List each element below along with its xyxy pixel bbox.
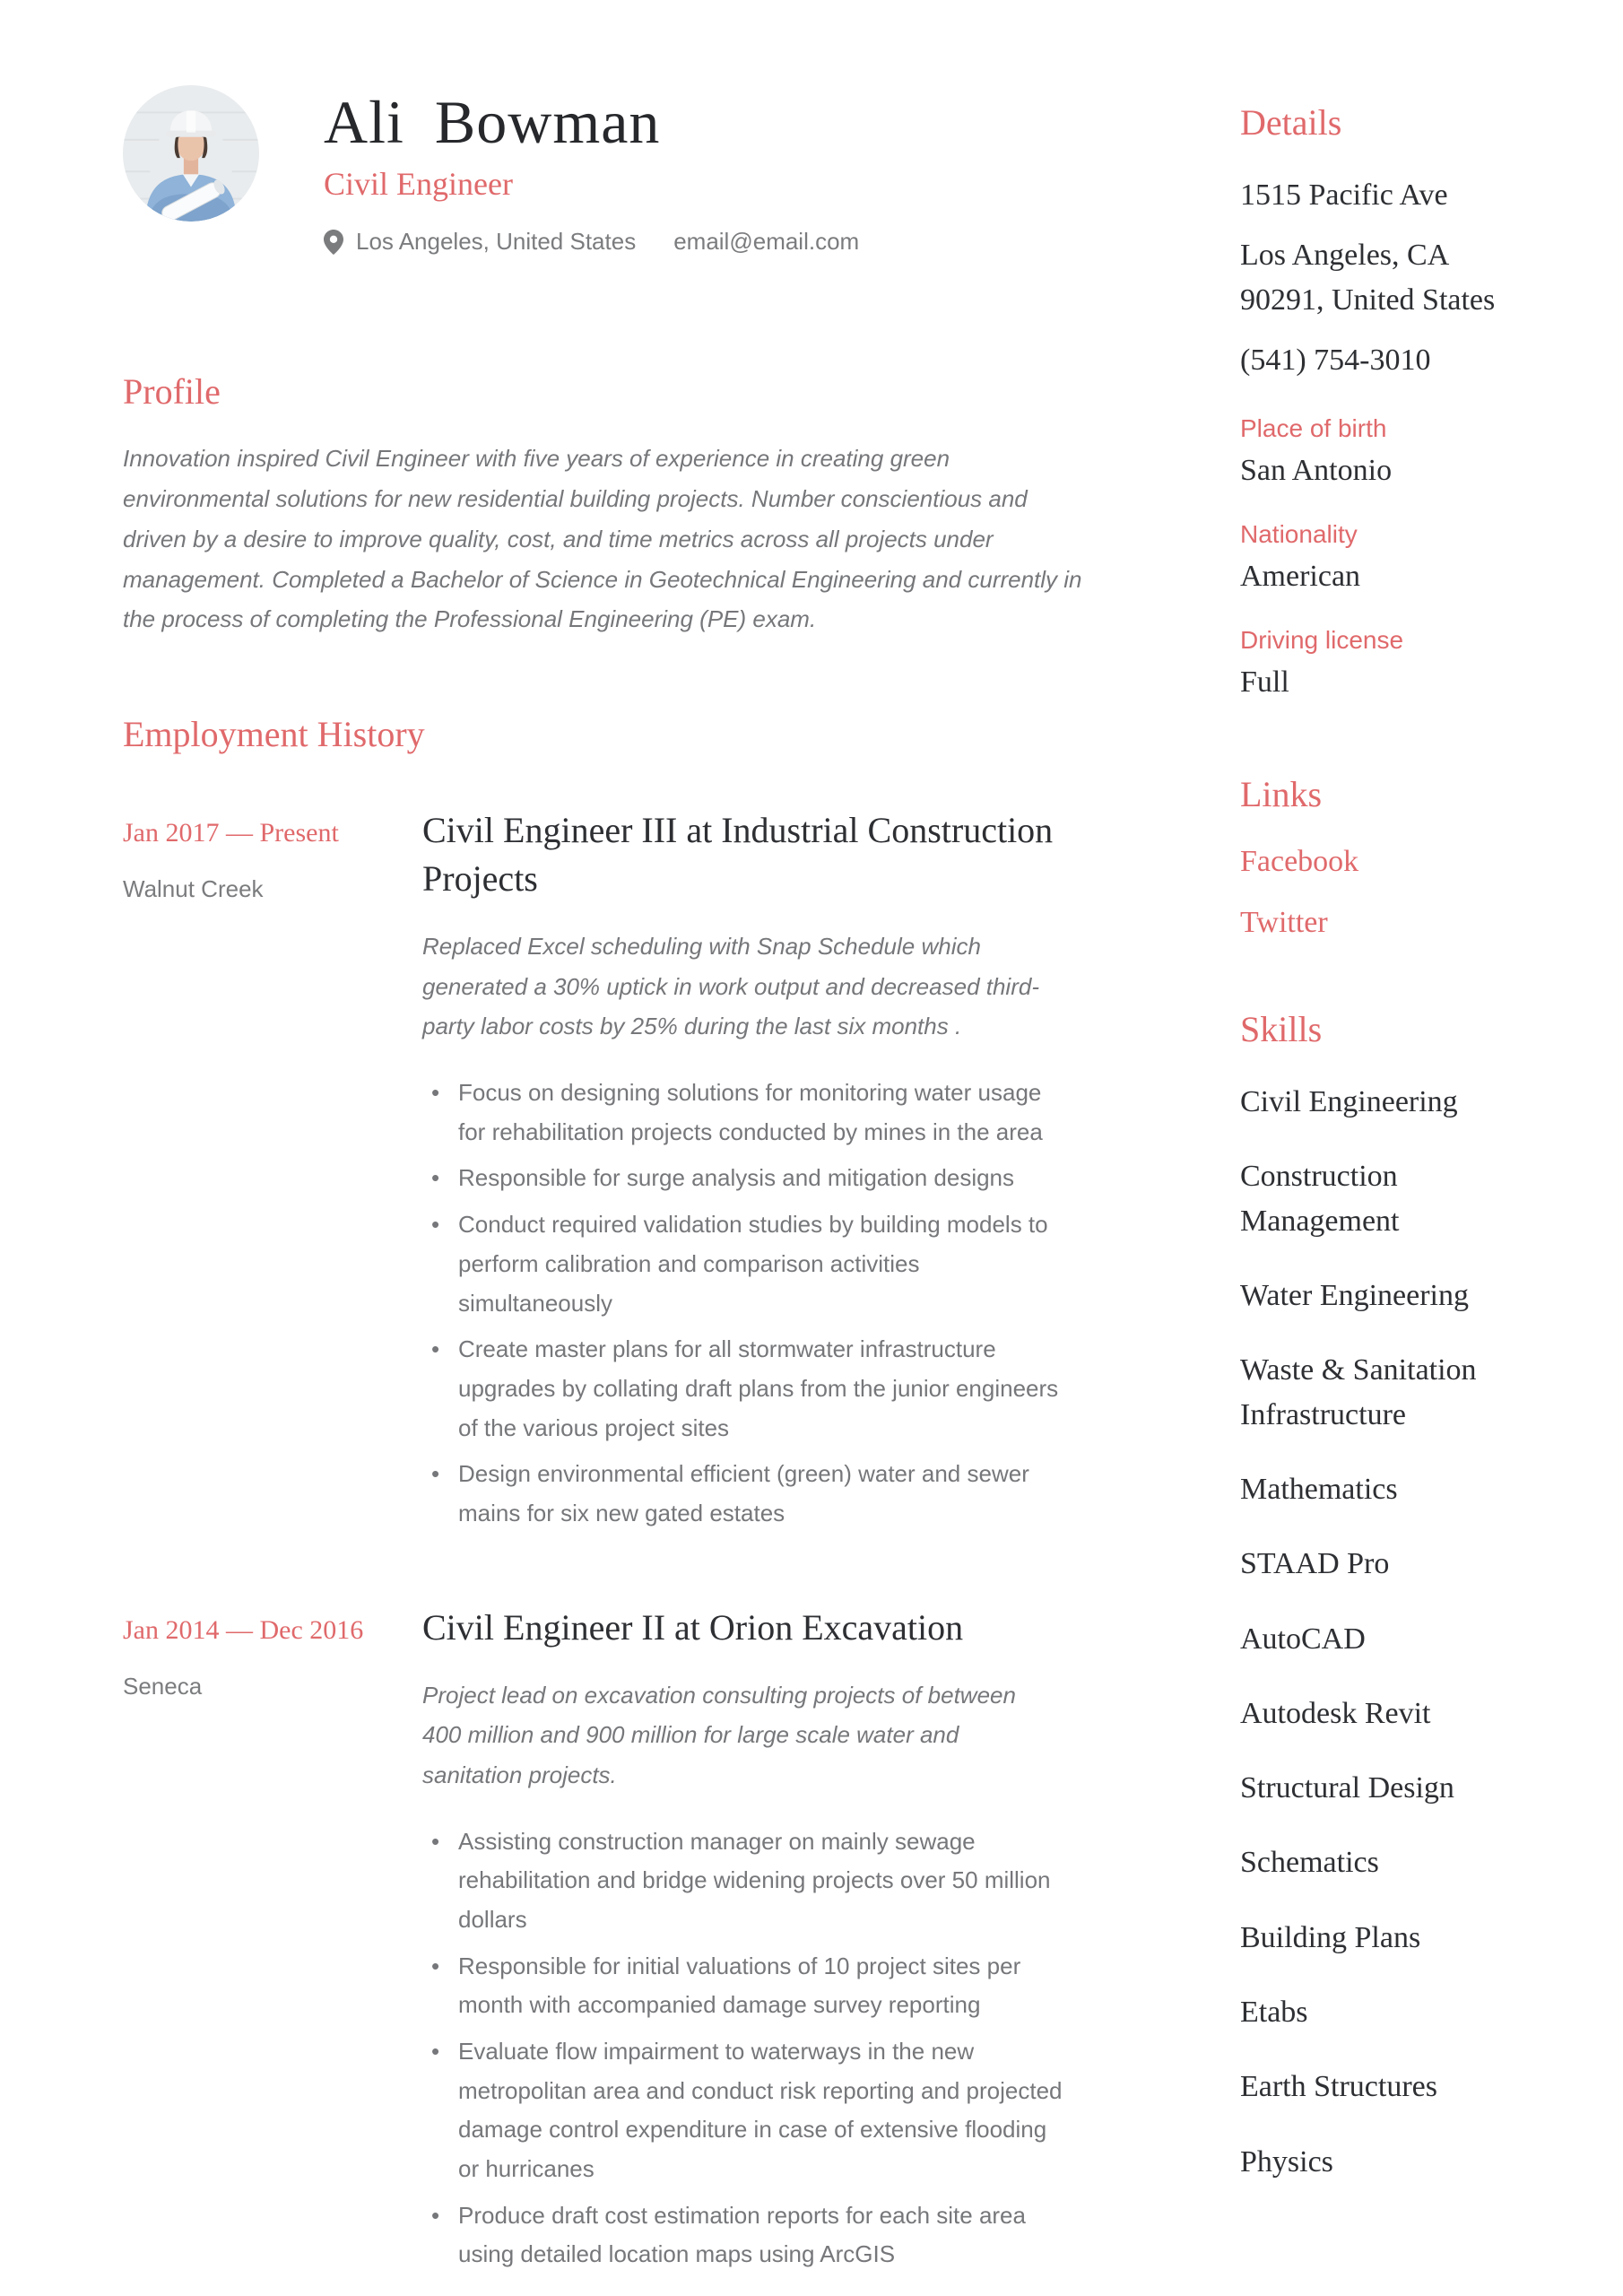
profile-heading: Profile [123, 371, 221, 413]
job-date: Jan 2017 — Present [123, 817, 339, 848]
skill-item: Construction Management [1240, 1160, 1400, 1238]
phone-number: (541) 754-3010 [1240, 343, 1431, 377]
candidate-title: Civil Engineer [324, 166, 513, 203]
links-section [1240, 773, 1538, 940]
job-title: Civil Engineer III at Industrial Construction Projects [422, 809, 1054, 899]
job-summary: Replaced Excel scheduling with Snap Schedule which generated a 30% uptick in work output and decreased third-party labor costs by 25% during the last six months . [422, 932, 1039, 1040]
job-bullet: • Assisting construction manager on mainly sewage rehabilitation and bridge widening projects over 50 million dollars [422, 1822, 1068, 1940]
job-bullet: • Create master plans for all stormwater infrastructure upgrades by collating draft plans from the junior engineers of the various project sites [422, 1330, 1068, 1448]
skill-item: Physics [1240, 2144, 1333, 2179]
job-body [422, 1604, 1085, 2283]
job-location: Seneca [123, 1672, 203, 1700]
skill-item: Water Engineering [1240, 1279, 1469, 1313]
main-column [123, 85, 1085, 2296]
employment-entry [123, 1604, 1085, 2283]
skill-item: Mathematics [1240, 1472, 1398, 1506]
employment-heading: Employment History [123, 713, 425, 754]
job-location: Walnut Creek [123, 874, 264, 902]
resume-header [123, 85, 1085, 256]
job-summary: Project lead on excavation consulting projects of between 400 million and 900 million for large scale water and sanitation projects. [422, 1681, 1016, 1788]
contact-row [324, 228, 859, 256]
job-bullet: • Responsible for initial valuations of 10 project sites per month with accompanied damage survey reporting [422, 1947, 1068, 2025]
profile-photo-illustration [123, 85, 259, 222]
links-heading: Links [1240, 774, 1323, 815]
address-line-1: 1515 Pacific Ave [1240, 178, 1448, 212]
job-body [422, 806, 1085, 1541]
skill-item: Etabs [1240, 1996, 1308, 2030]
employment-entry [123, 806, 1085, 1541]
skill-item: STAAD Pro [1240, 1547, 1390, 1581]
address-line-2: Los Angeles, CA 90291, United States [1240, 239, 1496, 317]
link-facebook[interactable]: Facebook [1240, 845, 1359, 879]
skill-item: Autodesk Revit [1240, 1696, 1431, 1730]
profile-text: Innovation inspired Civil Engineer with five years of experience in creating green environmental solutions for new residential building projects. Number conscientious and driven by a desire to improve quality, cost, and time metrics across all projects under management. Completed a Bachelor of Science in Geotechnical Engineering and currently in the process of completing the Professional Engineering (PE) exam. [123, 445, 1082, 633]
job-bullet-list [422, 1074, 1085, 1533]
driving-license-label: Driving license [1240, 626, 1404, 655]
job-title: Civil Engineer II at Orion Excavation [422, 1606, 964, 1648]
job-meta [123, 1604, 422, 2283]
driving-license-value: Full [1240, 665, 1289, 700]
skill-item: Civil Engineering [1240, 1085, 1458, 1119]
skill-item: Building Plans [1240, 1920, 1421, 1954]
location-pin-icon [324, 230, 343, 255]
place-of-birth-value: San Antonio [1240, 454, 1393, 488]
candidate-email: email@email.com [673, 228, 860, 256]
job-bullet-list [422, 1822, 1085, 2274]
skills-section [1240, 1008, 1538, 2184]
skill-item: Schematics [1240, 1846, 1379, 1880]
job-bullet: • Produce draft cost estimation reports for each site area using detailed location maps using ArcGIS [422, 2196, 1068, 2274]
sidebar [1240, 85, 1538, 2296]
skill-item: AutoCAD [1240, 1622, 1366, 1656]
job-meta [123, 806, 422, 1541]
job-date: Jan 2014 — Dec 2016 [123, 1614, 364, 1645]
skill-item: Structural Design [1240, 1771, 1454, 1805]
nationality-value: American [1240, 560, 1361, 594]
profile-photo [123, 85, 259, 222]
job-bullet: • Design environmental efficient (green) water and sewer mains for six new gated estates [422, 1455, 1068, 1533]
header-text [324, 85, 859, 256]
link-twitter[interactable]: Twitter [1240, 906, 1328, 940]
candidate-name: Ali Bowman [324, 88, 661, 156]
candidate-location: Los Angeles, United States [356, 228, 637, 256]
job-bullet: • Responsible for surge analysis and mitigation designs [422, 1159, 1068, 1198]
place-of-birth-label: Place of birth [1240, 414, 1387, 443]
job-bullet: • Conduct required validation studies by building models to perform calibration and comparison activities simultaneously [422, 1205, 1068, 1323]
skill-item: Earth Structures [1240, 2070, 1437, 2104]
nationality-label: Nationality [1240, 520, 1358, 549]
job-bullet: • Focus on designing solutions for monitoring water usage for rehabilitation projects conducted by mines in the area [422, 1074, 1068, 1152]
skill-item: Waste & Sanitation Infrastructure [1240, 1353, 1477, 1431]
employment-section [123, 713, 1085, 2282]
profile-section [123, 370, 1085, 639]
skills-heading: Skills [1240, 1009, 1323, 1050]
job-bullet: • Evaluate flow impairment to waterways in the new metropolitan area and conduct risk reporting and projected damage control expenditure in case of extensive flooding or hurricanes [422, 2032, 1068, 2189]
details-heading: Details [1240, 102, 1342, 143]
